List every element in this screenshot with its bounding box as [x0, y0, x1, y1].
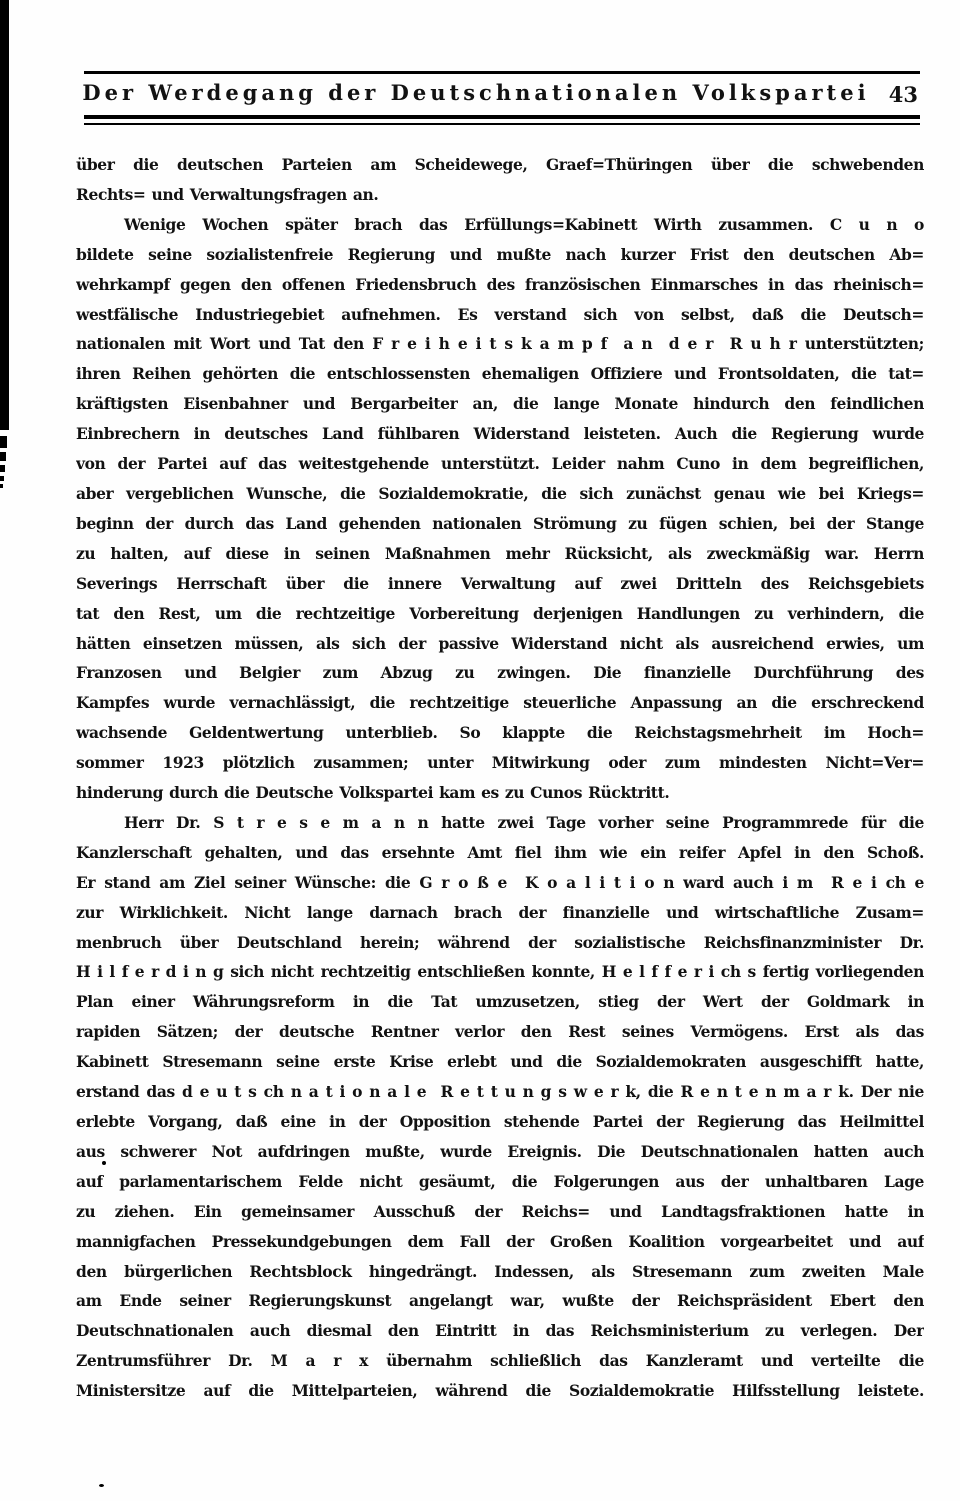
text-line: erstand das d e u t s ch n a t i o n a l e R e t t u n g s w e r k, die R e n t e n m a r k. Der nie	[76, 1082, 924, 1102]
text-line: menbruch über Deutschland herein; während der sozialistische Reichsfinanzminister Dr.	[76, 932, 924, 952]
scan-edge-dash	[0, 476, 4, 481]
text-line: wachsende Geldentwertung unterblieb. So klappte die Reichstagsmehrheit im Hoch=	[76, 723, 924, 743]
paragraph	[76, 150, 924, 210]
text-line: Plan einer Währungsreform in die Tat umzusetzen, stieg der Wert der Goldmark in	[76, 992, 924, 1012]
text-line: über die deutschen Parteien am Scheidewege, Graef=Thüringen über die schwebenden	[76, 155, 924, 174]
text-line: hätten einsetzen müssen, als sich der passive Widerstand nicht als ausreichend erwies, um	[76, 633, 924, 653]
text-line: zu halten, auf diese in seinen Maßnahmen mehr Rücksicht, als zweckmäßig war. Herrn	[76, 543, 924, 563]
text-line: hinderung durch die Deutsche Volkspartei kam es zu Cunos Rücktritt.	[76, 783, 670, 803]
text-line: den bürgerlichen Rechtsblock hingedrängt. Indessen, als Stresemann zum zweiten Male	[76, 1261, 924, 1281]
text-line: beginn der durch das Land gehenden nationalen Strömung zu fügen schien, bei der Stange	[76, 513, 924, 533]
text-line: westfälische Industriegebiet aufnehmen. Es verstand sich von selbst, daß die Deutsch=	[76, 304, 924, 324]
paragraph	[76, 210, 924, 808]
text-line: tat den Rest, um die rechtzeitige Vorbereitung derjenigen Handlungen zu verhindern, die	[76, 603, 924, 623]
text-line: Ministersitze auf die Mittelparteien, während die Sozialdemokratie Hilfsstellung leistete.	[76, 1381, 924, 1401]
text-line: von der Partei auf das weitestgehende unterstützt. Leider nahm Cuno in dem begreiflichen,	[76, 454, 924, 474]
scan-edge-bar	[0, 0, 9, 430]
scan-edge-dash	[0, 484, 3, 488]
text-line: zu ziehen. Ein gemeinsamer Ausschuß der Reichs= und Landtagsfraktionen hatte in	[76, 1201, 924, 1221]
page-number: 43	[888, 82, 918, 107]
text-line: Deutschnationalen auch diesmal den Eintritt in das Reichsministerium zu verlegen. Der	[76, 1321, 924, 1341]
text-line: am Ende seiner Regierungskunst angelangt war, wußte der Reichspräsident Ebert den	[76, 1291, 924, 1311]
text-line: ihren Reihen gehörten die entschlossensten ehemaligen Offiziere und Frontsoldaten, die tat=	[76, 364, 924, 384]
body-text-column	[76, 150, 924, 1406]
ink-speck	[99, 1484, 104, 1487]
scan-edge-dash	[0, 465, 5, 472]
text-line: bildete seine sozialistenfreie Regierung und mußte nach kurzer Frist den deutschen Ab=	[76, 244, 924, 264]
header-double-rule-thin	[84, 123, 920, 125]
text-line: Wenige Wochen später brach das Erfüllungs=Kabinett Wirth zusammen. C u n o	[124, 214, 924, 234]
text-line: kräftigsten Eisenbahner und Bergarbeiter an, die lange Monate hindurch den feindlichen	[76, 394, 924, 414]
header-double-rule-thick	[84, 115, 920, 119]
running-head-title: Der Werdegang der Deutschnationalen Volkspartei	[82, 80, 870, 105]
text-line: Severings Herrschaft über die innere Verwaltung auf zwei Dritteln des Reichsgebiets	[76, 573, 924, 593]
text-line: Kabinett Stresemann seine erste Krise erlebt und die Sozialdemokraten ausgeschifft hatte,	[76, 1052, 924, 1072]
text-line: wehrkampf gegen den offenen Friedensbruch des französischen Einmarsches in das rheinisch=	[76, 274, 924, 294]
scan-edge-dash	[0, 436, 7, 448]
text-line: nationalen mit Wort und Tat den F r e i h e i t s k a m p f a n d e r R u h r unterstützten;	[76, 334, 924, 354]
text-line: zur Wirklichkeit. Nicht lange darnach brach der finanzielle und wirtschaftliche Zusam=	[76, 902, 924, 922]
text-line: Einbrechern in deutsches Land fühlbaren Widerstand leisteten. Auch die Regierung wurde	[76, 424, 924, 444]
text-line: sommer 1923 plötzlich zusammen; unter Mitwirkung oder zum mindesten Nicht=Ver=	[76, 753, 924, 773]
text-line: rapiden Sätzen; der deutsche Rentner verlor den Rest seines Vermögens. Erst als das	[76, 1022, 924, 1042]
text-line: Zentrumsführer Dr. M a r x übernahm schließlich das Kanzleramt und verteilte die	[76, 1351, 924, 1371]
paragraph	[76, 808, 924, 1406]
text-line: Kampfes wurde vernachlässigt, die rechtzeitige steuerliche Anpassung an die erschreckend	[76, 693, 924, 713]
text-line: erlebte Vorgang, daß eine in der Opposition stehende Partei der Regierung das Heilmittel	[76, 1112, 924, 1131]
text-line: Rechts= und Verwaltungsfragen an.	[76, 184, 379, 204]
text-line: Franzosen und Belgier zum Abzug zu zwingen. Die finanzielle Durchführung des	[76, 663, 924, 683]
text-line: aber vergeblichen Wunsche, die Sozialdemokratie, die sich zunächst genau wie bei Kriegs=	[76, 483, 924, 503]
text-line: Er stand am Ziel seiner Wünsche: die G r o ß e K o a l i t i o n ward auch i m R e i ch e	[76, 872, 924, 892]
scan-edge-dash	[0, 452, 6, 461]
text-line: H i l f e r d i n g sich nicht rechtzeitig entschließen konnte, H e l f f e r i ch s fertig vorliegenden	[76, 962, 924, 982]
text-line: Kanzlerschaft gehalten, und das ersehnte Amt fiel ihm wie ein reifer Apfel in den Schoß.	[76, 842, 924, 862]
text-line: aus schwerer Not aufdringen mußte, wurde Ereignis. Die Deutschnationalen hatten auch	[76, 1141, 924, 1161]
text-line: mannigfachen Pressekundgebungen dem Fall der Großen Koalition vorgearbeitet und auf	[76, 1231, 924, 1251]
text-line: Herr Dr. S t r e s e m a n n hatte zwei Tage vorher seine Programmrede für die	[124, 812, 924, 832]
header-top-rule	[84, 71, 920, 74]
text-line: auf parlamentarischem Felde nicht gesäumt, die Folgerungen aus der unhaltbaren Lage	[76, 1171, 924, 1191]
